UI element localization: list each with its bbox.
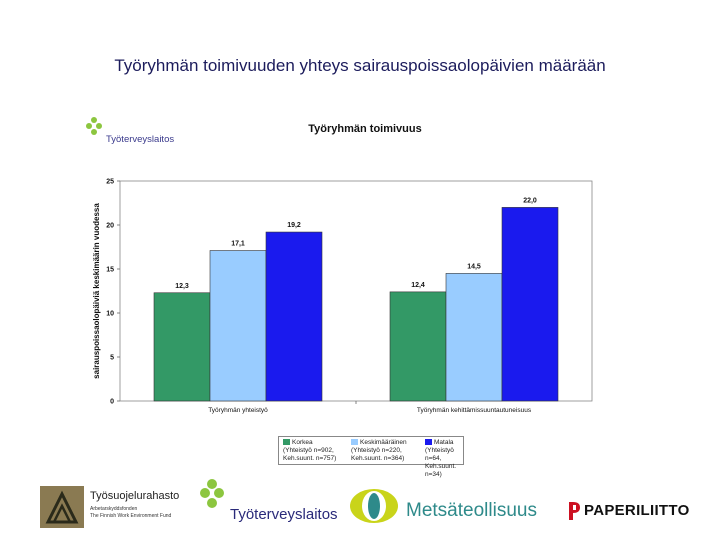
bar [210,251,266,401]
legend-series-name: Matala [434,439,454,446]
bar [446,273,502,401]
legend-series-name: Korkea [292,439,313,446]
x-category-label: Työryhmän yhteistyö [208,407,268,414]
legend-item [283,439,336,463]
metsa-logo-text: Metsäteollisuus [406,500,537,521]
tsr-emblem-icon [40,486,84,528]
x-category-label: Työryhmän kehittämissuuntautuneisuus [416,407,532,414]
metsa-emblem-icon [346,486,402,526]
paperiliitto-logo-text: PAPERILIITTO [584,502,690,519]
tsr-logo-subtitle: Arbetarskyddsfonden The Finnish Work Environment Fund [90,506,172,519]
y-tick-label: 20 [106,222,114,230]
y-tick-label: 10 [106,310,114,318]
paperiliitto-logo-mark [566,500,582,522]
ttl-logo-large [200,478,350,528]
bar [154,293,210,401]
bar-value-label: 12,4 [411,281,425,289]
legend-series-desc: (Yhteistyö n=64, Keh.suunt. n=34) [425,447,457,478]
ttl-logo-small-text: Työterveyslaitos [106,134,175,145]
bar-value-label: 12,3 [175,282,189,290]
legend-item [351,439,407,463]
legend [278,436,464,478]
legend-swatch [351,439,358,445]
tsr-logo-mark [40,486,84,528]
legend-swatch [283,439,290,445]
chart-title: Työryhmän toimivuus [308,123,422,135]
y-tick-label: 0 [110,398,114,406]
legend-swatch [425,439,432,445]
y-axis-label: sairauspoissaolopäiviä keskimäärin vuodessa [92,203,101,379]
legend-series-desc: (Yhteistyö n=220, Keh.suunt. n=364) [351,447,405,462]
y-axis [106,179,120,406]
legend-item [425,439,463,479]
bar-value-label: 14,5 [467,263,481,271]
ttl-flower-large-icon [200,478,234,512]
y-tick-label: 5 [110,354,114,362]
metsa-logo-mark [346,486,402,526]
ttl-logo-large-text: Työterveyslaitos [230,506,338,523]
bar [266,232,322,401]
tsr-logo-name: Työsuojelurahasto [90,490,180,502]
bar-value-label: 22,0 [523,197,537,205]
paperiliitto-p-icon [566,500,582,522]
x-axis [208,401,532,414]
slide-title: Työryhmän toimivuuden yhteys sairauspoissaolopäivien määrään [114,56,606,75]
bar-value-label: 19,2 [287,222,301,230]
y-tick-label: 25 [106,178,114,186]
legend-series-name: Keskimääräinen [360,439,407,446]
bar-value-label: 17,1 [231,240,245,248]
bar [390,292,446,401]
bar [502,207,558,401]
legend-series-desc: (Yhteistyö n=902, Keh.suunt. n=757) [283,447,337,462]
y-tick-label: 15 [106,266,114,274]
